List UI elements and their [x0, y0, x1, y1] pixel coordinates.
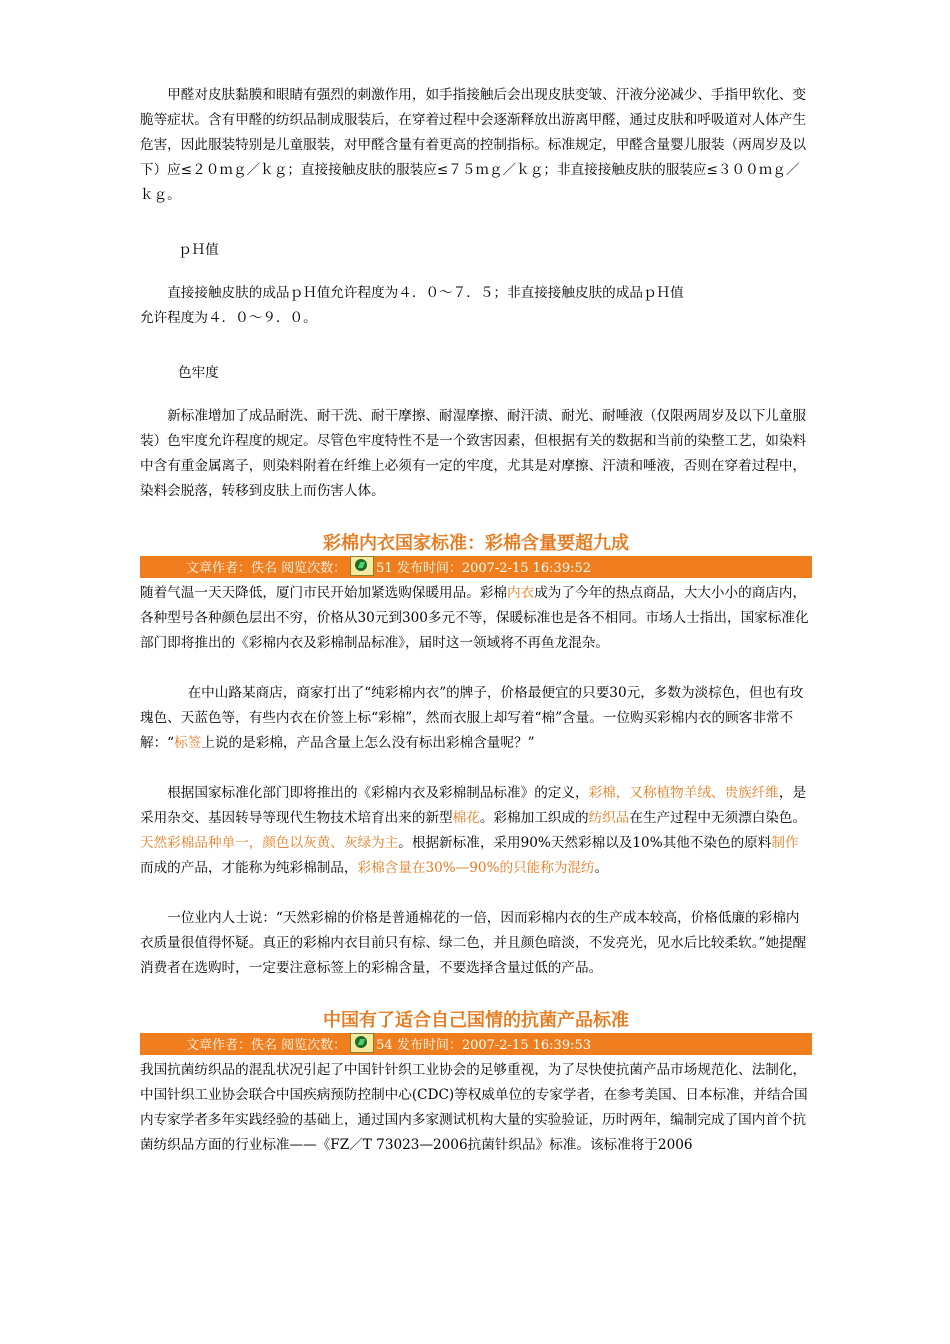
underwear-link[interactable]: 内衣	[507, 585, 535, 601]
formaldehyde-paragraph: 甲醛对皮肤黏膜和眼睛有强烈的刺激作用，如手指接触后会出现皮肤变皱、汗液分泌减少、手指甲软化、变脆等症状。含有甲醛的纺织品制成服装后，在穿着过程中会逐渐释放出游离甲醛，通过皮肤和呼吸道对人体产生危害，因此服装特别是儿童服装，对甲醛含量有着更高的控制指标。标准规定，甲醛含量婴儿服装（两周岁及以下）应≤２０ｍｇ／ｋｇ；直接接触皮肤的服装应≤７５ｍｇ／ｋｇ；非直接接触皮肤的服装应≤３００ｍｇ／ｋｇ。	[140, 87, 807, 203]
text-span: 成为了今年的热点商品，大大小小的商店内，各种型号各种颜色层出不穷，价格从30元到300多元不等，保暖标准也是各不相同。市场人士指出，国家标准化部门即将推出的《彩棉内衣及彩棉制品标准》，届时这一领域将不再鱼龙混杂。	[140, 585, 809, 651]
text-span: 。	[594, 860, 609, 876]
text-span: 上说的是彩棉，产品含量上怎么没有标出彩棉含量呢？”	[201, 735, 535, 751]
cotton-link[interactable]: 棉花	[452, 810, 480, 826]
article1-meta-bar	[140, 556, 812, 578]
article2-title[interactable]: 中国有了适合自己国情的抗菌产品标准	[323, 1010, 629, 1031]
label-link[interactable]: 标签	[174, 735, 202, 751]
article1-paragraph2	[140, 681, 812, 756]
make-link[interactable]: 制作	[771, 835, 799, 851]
article1-title[interactable]: 彩棉内衣国家标准：彩棉含量要超九成	[323, 533, 629, 554]
text-span: 而成的产品，才能称为纯彩棉制品，	[140, 860, 358, 876]
color-cotton-link[interactable]: 彩棉，又称植物羊绒、贵族纤维	[588, 785, 779, 801]
colorfastness-paragraph: 新标准增加了成品耐洗、耐干洗、耐干摩擦、耐湿摩擦、耐汗渍、耐光、耐唾液（仅限两周岁及以下儿童服装）色牢度允许程度的规定。尽管色牢度特性不是一个致害因素，但根据有关的数据和当前的染整工艺，如染料中含有重金属离子，则染料附着在纤维上必须有一定的牢度，尤其是对摩擦、汗渍和唾液，否则在穿着过程中，染料会脱落，转移到皮肤上而伤害人体。	[140, 408, 807, 499]
text-span: 。根据新标准，采用90%天然彩棉以及10%其他不染色的原料	[398, 835, 772, 851]
article1-meta-author-views: 文章作者：佚名 阅览次数：	[186, 561, 347, 576]
colorfastness-heading: 色牢度	[178, 365, 219, 381]
text-span: 。彩棉加工织成的	[479, 810, 589, 826]
text-span: 在生产过程中无须漂白染色。	[629, 810, 807, 826]
article2-paragraph1: 我国抗菌纺织品的混乱状况引起了中国针针织工业协会的足够重视，为了尽快使抗菌产品市场规范化、法制化，中国针织工业协会联合中国疾病预防控制中心(CDC)等权威单位的专家学者，在参考美国、日本标准，并结合国内专家学者多年实践经验的基础上，通过国内多家测试机构大量的实验验证，历时两年，编制完成了国内首个抗菌纺织品方面的行业标准——《FZ／T 73023—2006抗菌针织品》标准。该标准将于2006	[140, 1062, 808, 1153]
text-span: 在中山路某商店，商家打出了“纯彩棉内衣”的牌子，价格最便宜的只要30元，多数为淡棕色，但也有玫瑰色、天蓝色等，有些内衣在价签上标“彩棉”，然而衣服上却写着“棉”含量。一位购买彩棉内衣的顾客非常不解：“	[140, 685, 804, 751]
article2-meta-date: 54 发布时间：2007-2-15 16:39:53	[376, 1038, 592, 1053]
textile-link[interactable]: 纺织品	[588, 810, 630, 826]
ph-paragraph-line1: 直接接触皮肤的成品ｐＨ值允许程度为４．０～７．５；非直接接触皮肤的成品ｐＨ值	[167, 285, 684, 301]
blend-highlight: 彩棉含量在30%—90%的只能称为混纺	[357, 860, 595, 876]
text-span: 根据国家标准化部门即将推出的《彩棉内衣及彩棉制品标准》的定义，	[167, 785, 589, 801]
view-counter-icon	[350, 1033, 374, 1053]
text-span: ，是采用杂交、基因转导等现代生物技术培育出来的新型	[140, 785, 807, 826]
article1-paragraph4: 一位业内人士说：“天然彩棉的价格是普通棉花的一倍，因而彩棉内衣的生产成本较高，价格低廉的彩棉内衣质量很值得怀疑。真正的彩棉内衣目前只有棕、绿二色，并且颜色暗淡，不发亮光，见水后比较柔软。”她提醒消费者在选购时，一定要注意标签上的彩棉含量，不要选择含量过低的产品。	[140, 910, 807, 976]
article2-meta-bar	[140, 1033, 812, 1055]
text-span: 随着气温一天天降低，厦门市民开始加紧选购保暖用品。彩棉	[140, 585, 508, 601]
article1-paragraph1	[140, 581, 812, 656]
ph-paragraph-line2: 允许程度为４．０～９．０。	[140, 310, 317, 326]
view-counter-icon	[350, 556, 374, 576]
ph-heading: ｐＨ值	[178, 242, 219, 258]
color-variety-highlight: 天然彩棉品种单一，颜色以灰黄、灰绿为主	[140, 835, 399, 851]
article1-meta-date: 51 发布时间：2007-2-15 16:39:52	[376, 561, 592, 576]
article1-paragraph3	[140, 781, 812, 881]
document-page	[140, 0, 812, 1158]
article2-meta-author-views: 文章作者：佚名 阅览次数：	[186, 1038, 347, 1053]
